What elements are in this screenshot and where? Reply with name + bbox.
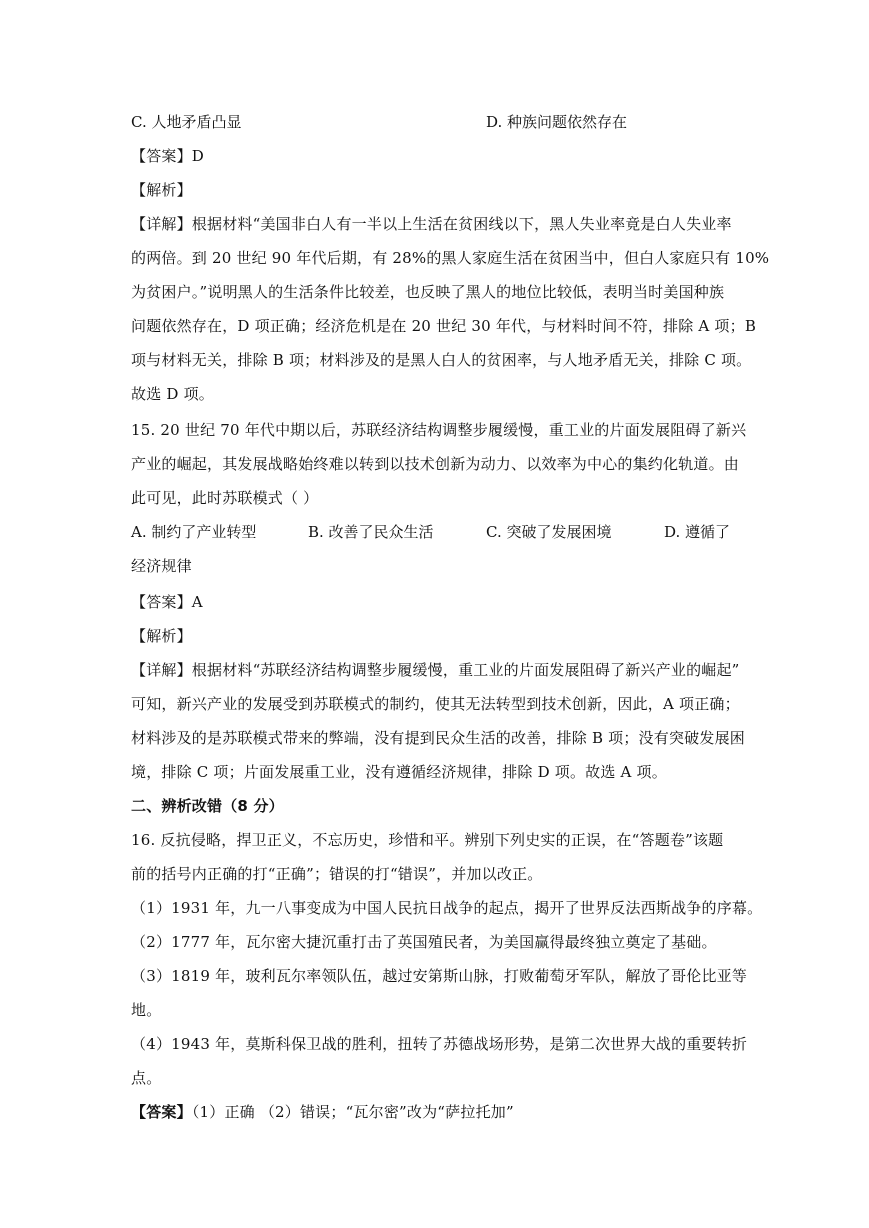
- q14-option-d: D. 种族问题依然存在: [486, 113, 628, 131]
- q14-analysis-label: 【解析】: [131, 181, 192, 199]
- q16-answer: [131, 1102, 741, 1122]
- q14-detail-line: 故选 D 项。: [131, 385, 214, 403]
- q15-detail-line: 【详解】根据材料“苏联经济结构调整步履缓慢，重工业的片面发展阻碍了新兴产业的崛起”: [131, 661, 740, 679]
- q15-detail-line: 境，排除 C 项；片面发展重工业，没有遵循经济规律，排除 D 项。故选 A 项。: [131, 763, 667, 781]
- q15-stem-line: 此可见，此时苏联模式（ ）: [131, 489, 319, 507]
- q16-item: （3）1819 年，玻利瓦尔率领队伍，越过安第斯山脉，打败葡萄牙军队，解放了哥伦比亚等: [131, 967, 748, 985]
- q14-detail-line: 为贫困户。”说明黑人的生活条件比较差，也反映了黑人的地位比较低，表明当时美国种族: [131, 283, 725, 301]
- q14-answer: 【答案】D: [131, 147, 205, 165]
- q14-option-c: C. 人地矛盾凸显: [131, 113, 242, 131]
- q15-answer: 【答案】A: [131, 593, 203, 611]
- q15-analysis-label: 【解析】: [131, 627, 192, 645]
- q16-stem-line: 16. 反抗侵略，捍卫正义，不忘历史，珍惜和平。辨别下列史实的正误，在“答题卷”该题: [131, 831, 724, 849]
- q15-option-b: B. 改善了民众生活: [308, 523, 434, 541]
- q14-detail-line: 问题依然存在，D 项正确；经济危机是在 20 世纪 30 年代，与材料时间不符，排除 A 项；B: [131, 317, 757, 335]
- q15-option-d-continued: 经济规律: [131, 557, 192, 575]
- q15-stem-line: 产业的崛起，其发展战略始终难以转到以技术创新为动力、以效率为中心的集约化轨道。由: [131, 455, 740, 473]
- q15-stem-line: 15. 20 世纪 70 年代中期以后，苏联经济结构调整步履缓慢，重工业的片面发展阻碍了新兴: [131, 421, 747, 439]
- q15-option-a: A. 制约了产业转型: [131, 523, 257, 541]
- q14-detail-line: 项与材料无关，排除 B 项；材料涉及的是黑人白人的贫困率，与人地矛盾无关，排除 C 项。: [131, 351, 752, 369]
- q16-item: （1）1931 年，九一八事变成为中国人民抗日战争的起点，揭开了世界反法西斯战争的序幕。: [131, 899, 763, 917]
- q16-item: 点。: [131, 1069, 162, 1087]
- q16-answer-text: （1）正确 （2）错误；“瓦尔密”改为“萨拉托加”: [191, 1103, 514, 1121]
- q16-item: 地。: [131, 1001, 162, 1019]
- q16-item: （2）1777 年，瓦尔密大捷沉重打击了英国殖民者，为美国赢得最终独立奠定了基础。: [131, 933, 717, 951]
- q16-item: （4）1943 年，莫斯科保卫战的胜利，扭转了苏德战场形势，是第二次世界大战的重要转折: [131, 1035, 748, 1053]
- q15-detail-line: 材料涉及的是苏联模式带来的弊端，没有提到民众生活的改善，排除 B 项；没有突破发展困: [131, 729, 745, 747]
- q15-option-c: C. 突破了发展困境: [486, 523, 612, 541]
- q15-detail-line: 可知，新兴产业的发展受到苏联模式的制约，使其无法转型到技术创新，因此，A 项正确；: [131, 695, 740, 713]
- q15-option-d: D. 遵循了: [664, 523, 731, 541]
- section-heading: 二、辨析改错（8 分）: [131, 797, 284, 815]
- q16-stem-line: 前的括号内正确的打“正确”；错误的打“错误”，并加以改正。: [131, 865, 543, 883]
- q16-answer-label: 【答案】: [131, 1103, 192, 1121]
- q14-detail-line: 【详解】根据材料“美国非白人有一半以上生活在贫困线以下，黑人失业率竟是白人失业率: [131, 215, 732, 233]
- q14-detail-line: 的两倍。到 20 世纪 90 年代后期，有 28%的黑人家庭生活在贫困当中，但白人家庭只有 10%: [131, 249, 770, 267]
